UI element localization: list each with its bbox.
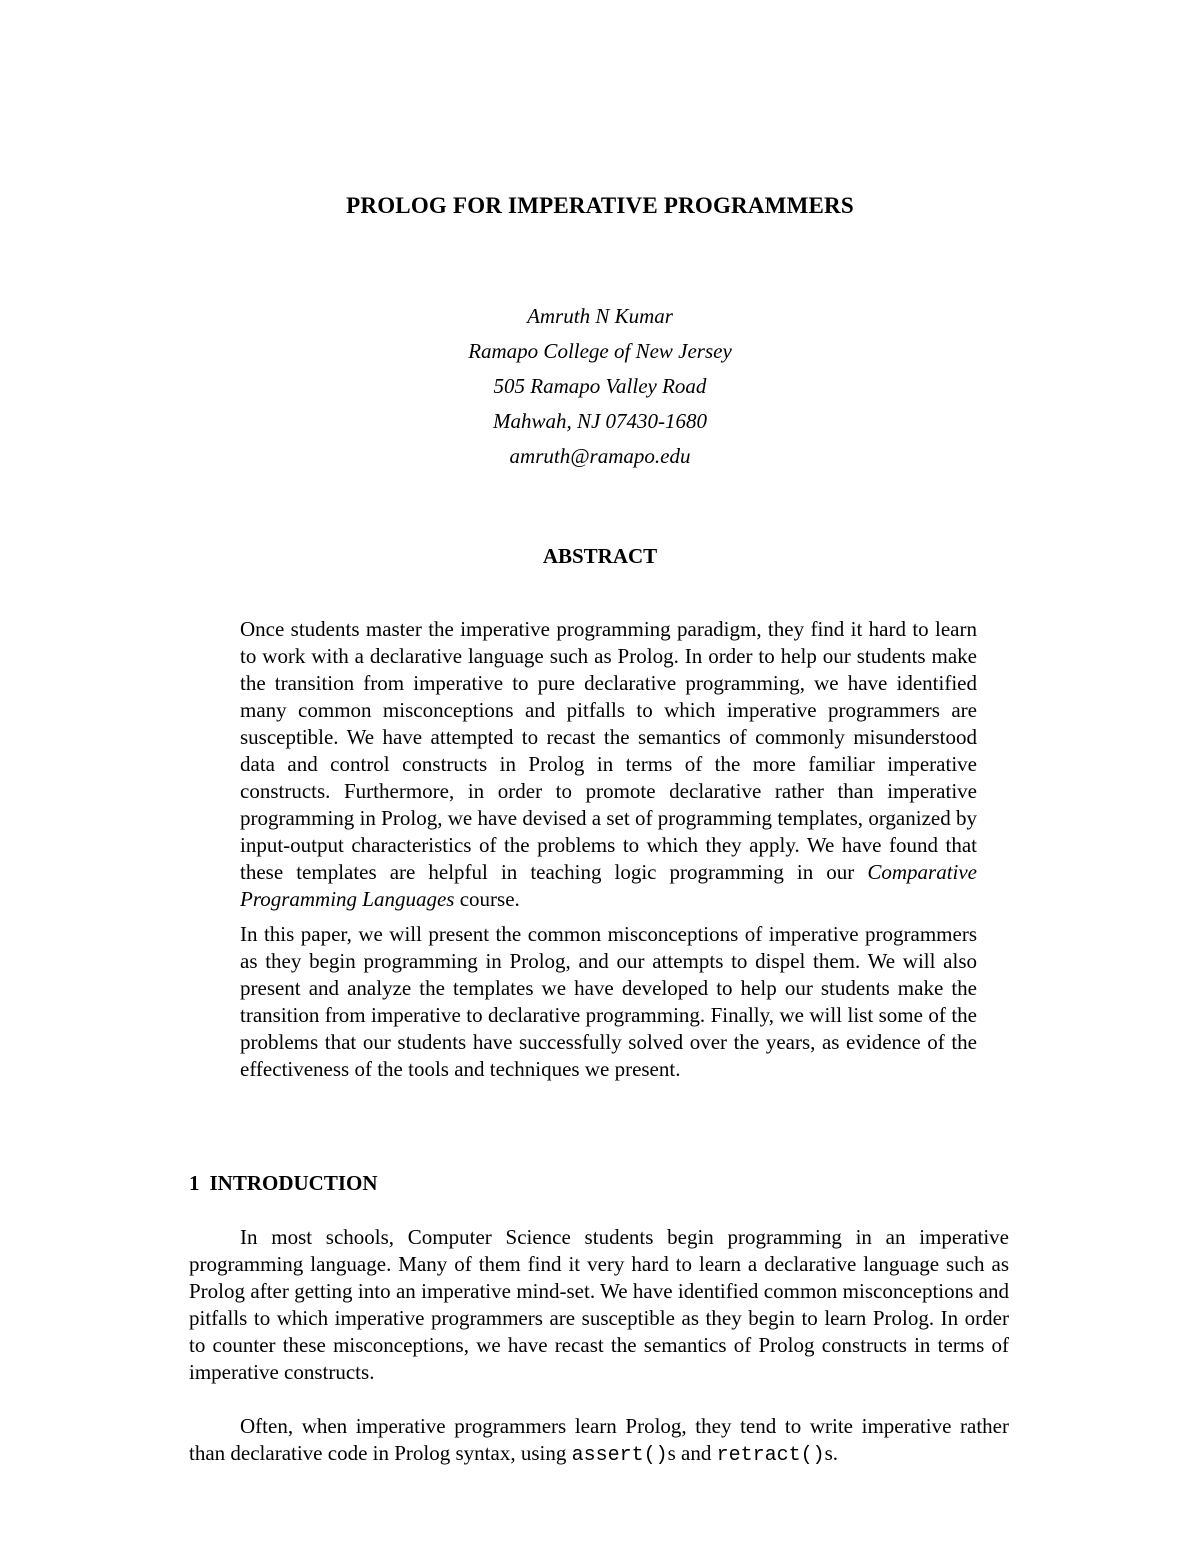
code-retract: retract() <box>716 1444 825 1467</box>
code-assert: assert() <box>571 1444 668 1467</box>
course-name: Comparative Programming Languages <box>240 860 977 911</box>
author-street: 505 Ramapo Valley Road <box>493 374 707 398</box>
abstract-paragraph-1 <box>240 616 977 913</box>
author-name: Amruth N Kumar <box>527 304 673 328</box>
section-heading-introduction <box>189 1171 378 1196</box>
abstract-heading: ABSTRACT <box>542 544 658 568</box>
abstract-p1-end: course. <box>454 887 520 911</box>
paper-title: PROLOG FOR IMPERATIVE PROGRAMMERS <box>346 193 854 218</box>
introduction-body <box>189 1224 1009 1469</box>
author-email: amruth@ramapo.edu <box>509 444 691 468</box>
abstract-p1-text: Once students master the imperative programming paradigm, they find it hard to learn to work with a declarative language such as Prolog. In order to help our students make the transition from imperative to pure declarative programming, we have identified many common misconceptions and pitfalls to which imperative programmers are susceptible. We have attempted to recast the semantics of commonly misunderstood data and control constructs in Prolog in terms of the more familiar imperative constructs. Furthermore, in order to promote declarative rather than imperative programming in Prolog, we have devised a set of programming templates, organized by input-output characteristics of the problems to which they apply. We have found that these templates are helpful in teaching logic programming in our <box>240 617 977 884</box>
abstract-paragraph-2: In this paper, we will present the common misconceptions of imperative programmers as they begin programming in Prolog, and our attempts to dispel them. We will also present and analyze the templates we have developed to help our students make the transition from imperative to declarative programming. Finally, we will list some of the problems that our students have successfully solved over the years, as evidence of the effectiveness of the tools and techniques we present. <box>240 922 977 1081</box>
section-number: 1 <box>189 1171 200 1195</box>
intro-paragraph-2 <box>189 1413 1009 1469</box>
abstract-body <box>240 616 977 1083</box>
author-block <box>0 299 1200 474</box>
author-institution: Ramapo College of New Jersey <box>468 339 732 363</box>
author-city: Mahwah, NJ 07430-1680 <box>492 409 708 433</box>
section-title: INTRODUCTION <box>209 1171 378 1195</box>
intro-p2-mid: s and <box>667 1441 717 1465</box>
intro-p2-end: s. <box>824 1441 839 1465</box>
intro-paragraph-1: In most schools, Computer Science students begin programming in an imperative programming language. Many of them find it very hard to learn a declarative language such as Prolog after getting into an imperative mind-set. We have identified common misconceptions and pitfalls to which imperative programmers are susceptible as they begin to learn Prolog. In order to counter these misconceptions, we have recast the semantics of Prolog constructs in terms of imperative constructs. <box>189 1225 1009 1384</box>
intro-p2-text: Often, when imperative programmers learn Prolog, they tend to write imperative rather than declarative code in Prolog syntax, using <box>189 1414 1009 1465</box>
